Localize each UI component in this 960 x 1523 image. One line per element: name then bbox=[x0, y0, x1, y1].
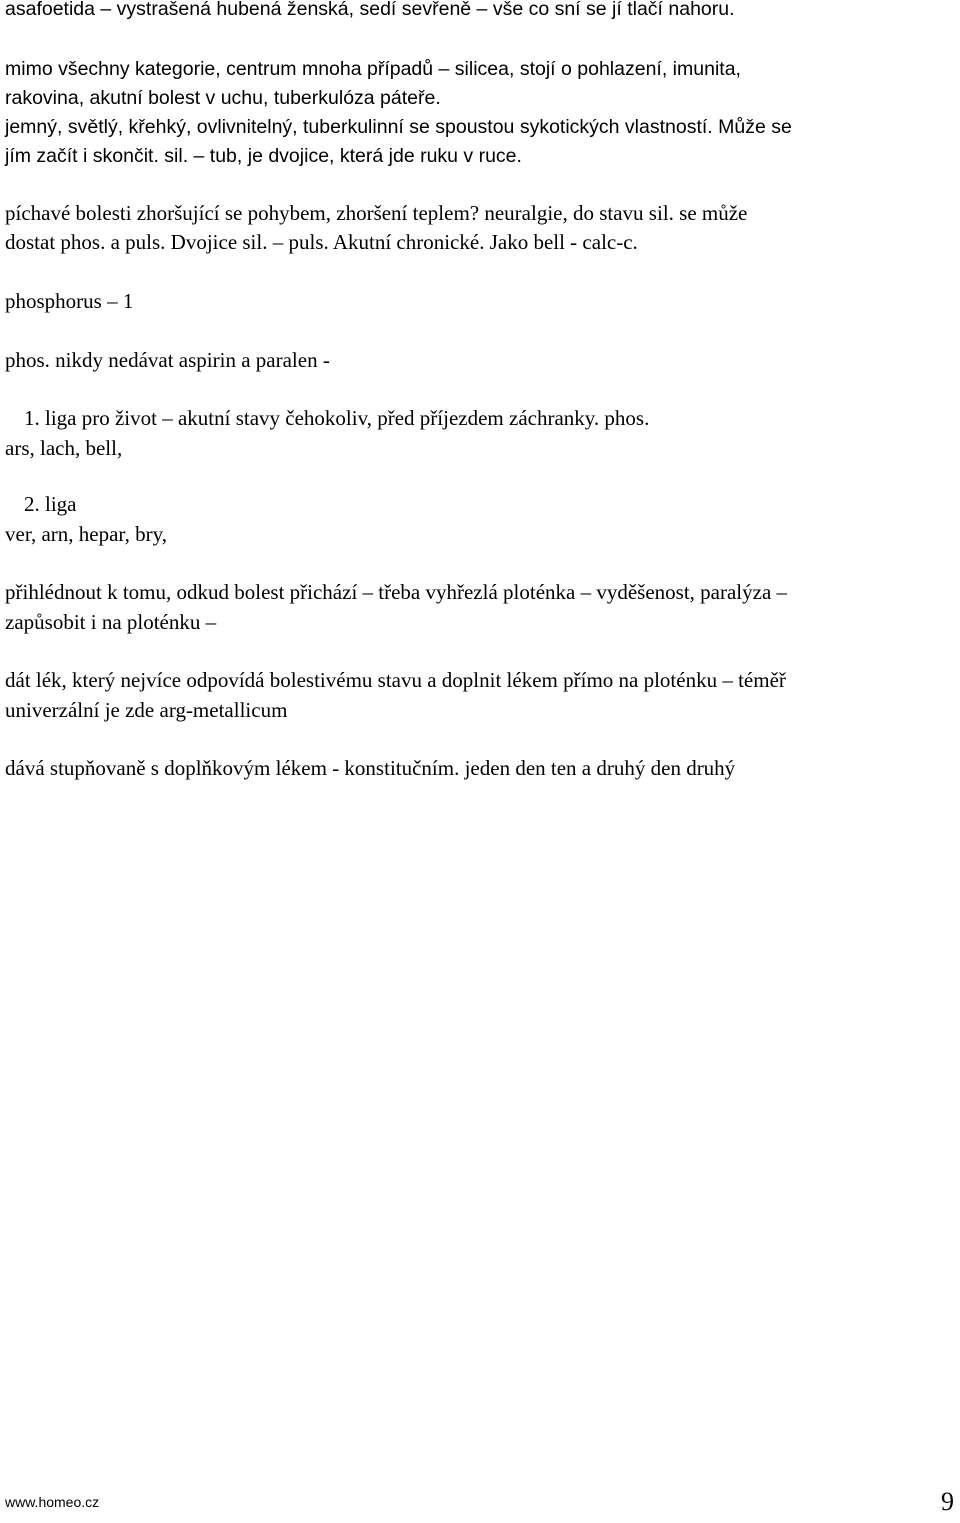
text-line-5: jím začít i skončit. sil. – tub, je dvojice, která jde ruku v ruce. bbox=[5, 145, 522, 167]
text-line-2: mimo všechny kategorie, centrum mnoha případů – silicea, stojí o pohlazení, imunita, bbox=[5, 58, 741, 80]
text-line-17: univerzální je zde arg-metallicum bbox=[5, 698, 288, 722]
page-number: 9 bbox=[941, 1487, 954, 1516]
text-line-9: phos. nikdy nedávat aspirin a paralen - bbox=[5, 348, 330, 372]
text-line-14: přihlédnout k tomu, odkud bolest přichází – třeba vyhřezlá ploténka – vyděšenost, paralýza – bbox=[5, 580, 788, 604]
text-line-10: 1. liga pro život – akutní stavy čehokoliv, před příjezdem záchranky. phos. bbox=[24, 406, 650, 430]
text-line-3: rakovina, akutní bolest v uchu, tuberkulóza páteře. bbox=[5, 87, 441, 109]
text-line-7: dostat phos. a puls. Dvojice sil. – puls. Akutní chronické. Jako bell - calc-c. bbox=[5, 230, 638, 254]
text-line-13: ver, arn, hepar, bry, bbox=[5, 522, 167, 546]
text-line-16: dát lék, který nejvíce odpovídá bolestivému stavu a doplnit lékem přímo na ploténku – téměř bbox=[5, 668, 786, 692]
text-line-12: 2. liga bbox=[24, 492, 77, 516]
footer-url: www.homeo.cz bbox=[5, 1494, 100, 1510]
text-line-18: dává stupňovaně s doplňkovým lékem - konstitučním. jeden den ten a druhý den druhý bbox=[5, 756, 736, 780]
text-line-6: píchavé bolesti zhoršující se pohybem, zhoršení teplem? neuralgie, do stavu sil. se může bbox=[5, 201, 748, 225]
text-line-4: jemný, světlý, křehký, ovlivnitelný, tuberkulinní se spoustou sykotických vlastností. Může se bbox=[5, 116, 792, 138]
text-line-1: asafoetida – vystrašená hubená ženská, sedí sevřeně – vše co sní se jí tlačí nahoru. bbox=[5, 0, 735, 20]
text-line-15: zapůsobit i na ploténku – bbox=[5, 610, 217, 634]
text-line-11: ars, lach, bell, bbox=[5, 436, 123, 460]
text-line-8: phosphorus – 1 bbox=[5, 289, 134, 313]
